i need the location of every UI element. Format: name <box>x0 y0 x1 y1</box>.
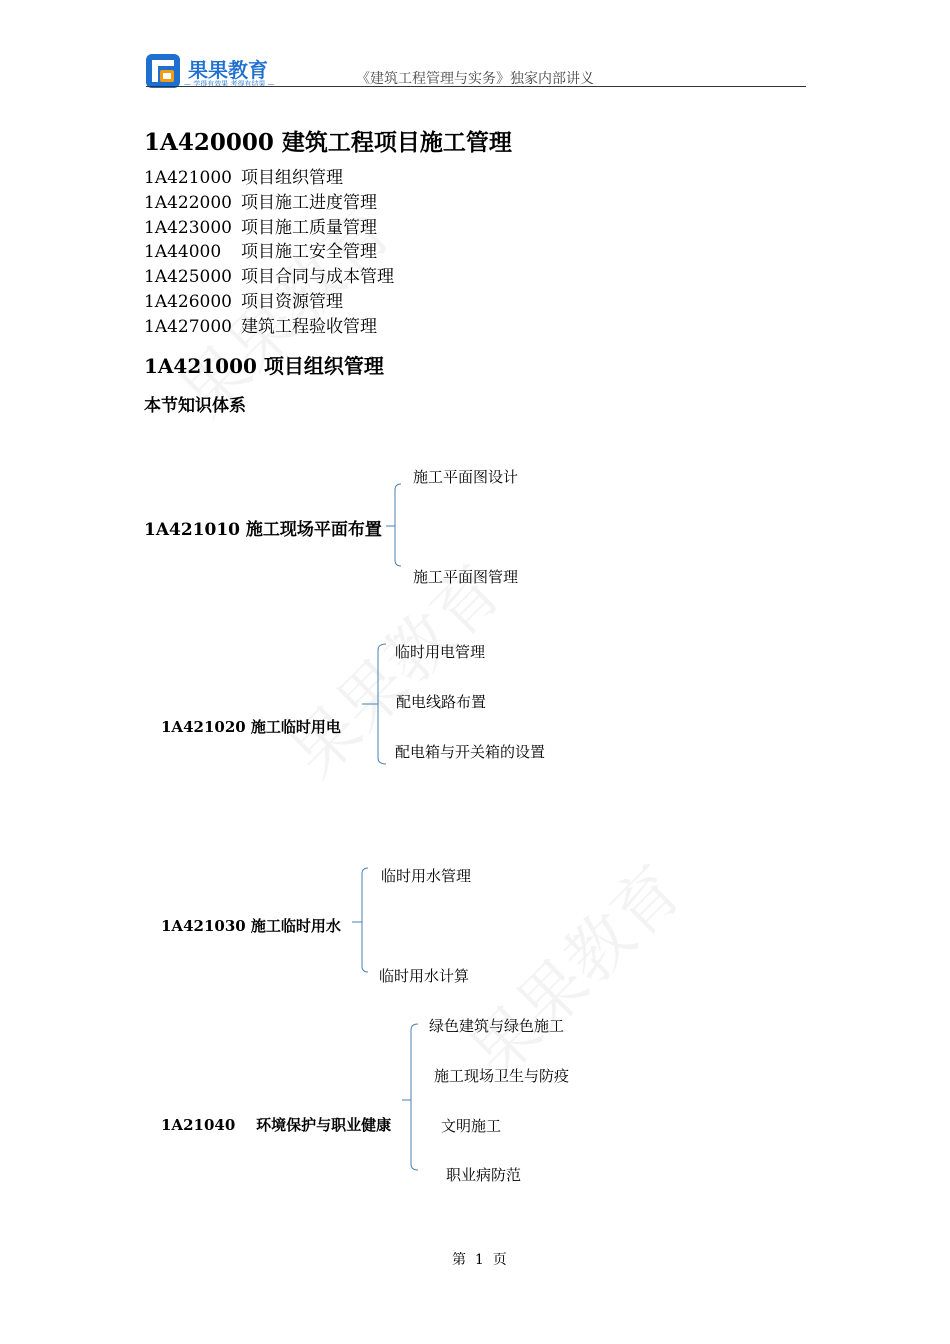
bracket-group-4 <box>411 1024 418 1170</box>
diagram-node: 1A421030 施工临时用水 <box>161 917 341 935</box>
diagram-leaf: 配电线路布置 <box>396 693 487 711</box>
diagram-leaf: 施工现场卫生与防疫 <box>434 1067 570 1085</box>
toc-name: 项目施工安全管理 <box>241 242 377 263</box>
toc-name: 项目资源管理 <box>241 291 343 312</box>
diagram-leaf: 临时用水管理 <box>381 867 472 885</box>
bracket-group-1 <box>395 484 401 566</box>
toc-name: 建筑工程验收管理 <box>241 316 377 337</box>
toc-code: 1A427000 <box>144 316 232 337</box>
toc-code: 1A422000 <box>144 192 232 213</box>
chapter-title: 1A420000 建筑工程项目施工管理 <box>144 129 512 156</box>
toc-name: 项目合同与成本管理 <box>241 267 394 288</box>
toc-code: 1A44000 <box>144 242 222 263</box>
section-title: 1A421000 项目组织管理 <box>144 354 384 378</box>
page-number: 第 1 页 <box>452 1252 507 1268</box>
toc-code: 1A421000 <box>144 168 232 188</box>
bracket-group-2 <box>378 644 386 764</box>
document-header-title: 《建筑工程管理与实务》独家内部讲义 <box>356 71 594 87</box>
diagram-node: 1A421010 施工现场平面布置 <box>144 520 382 540</box>
logo-name: 果果教育 <box>188 58 268 82</box>
diagram-node: 1A421020 施工临时用电 <box>161 718 341 736</box>
diagram-node: 1A21040 环境保护与职业健康 <box>161 1116 392 1134</box>
toc-name: 项目施工质量管理 <box>241 217 377 238</box>
bracket-group-3 <box>362 868 368 972</box>
diagram-leaf: 施工平面图设计 <box>413 468 519 486</box>
toc-code: 1A423000 <box>144 217 232 238</box>
diagram-leaf: 绿色建筑与绿色施工 <box>429 1017 565 1035</box>
toc-name: 项目组织管理 <box>241 168 343 188</box>
diagram-leaf: 职业病防范 <box>446 1166 522 1184</box>
diagram-leaf: 临时用电管理 <box>395 643 486 661</box>
logo-slogan: — 学得有效果 考得有结果 — <box>184 80 275 88</box>
toc-name: 项目施工进度管理 <box>241 192 377 213</box>
toc-code: 1A425000 <box>144 267 232 288</box>
diagram-leaf: 施工平面图管理 <box>413 568 519 586</box>
diagram-leaf: 配电箱与开关箱的设置 <box>395 743 546 761</box>
subsection-title: 本节知识体系 <box>144 396 246 416</box>
toc-code: 1A426000 <box>144 291 232 312</box>
diagram-leaf: 文明施工 <box>441 1117 502 1135</box>
diagram-leaf: 临时用水计算 <box>379 967 470 985</box>
